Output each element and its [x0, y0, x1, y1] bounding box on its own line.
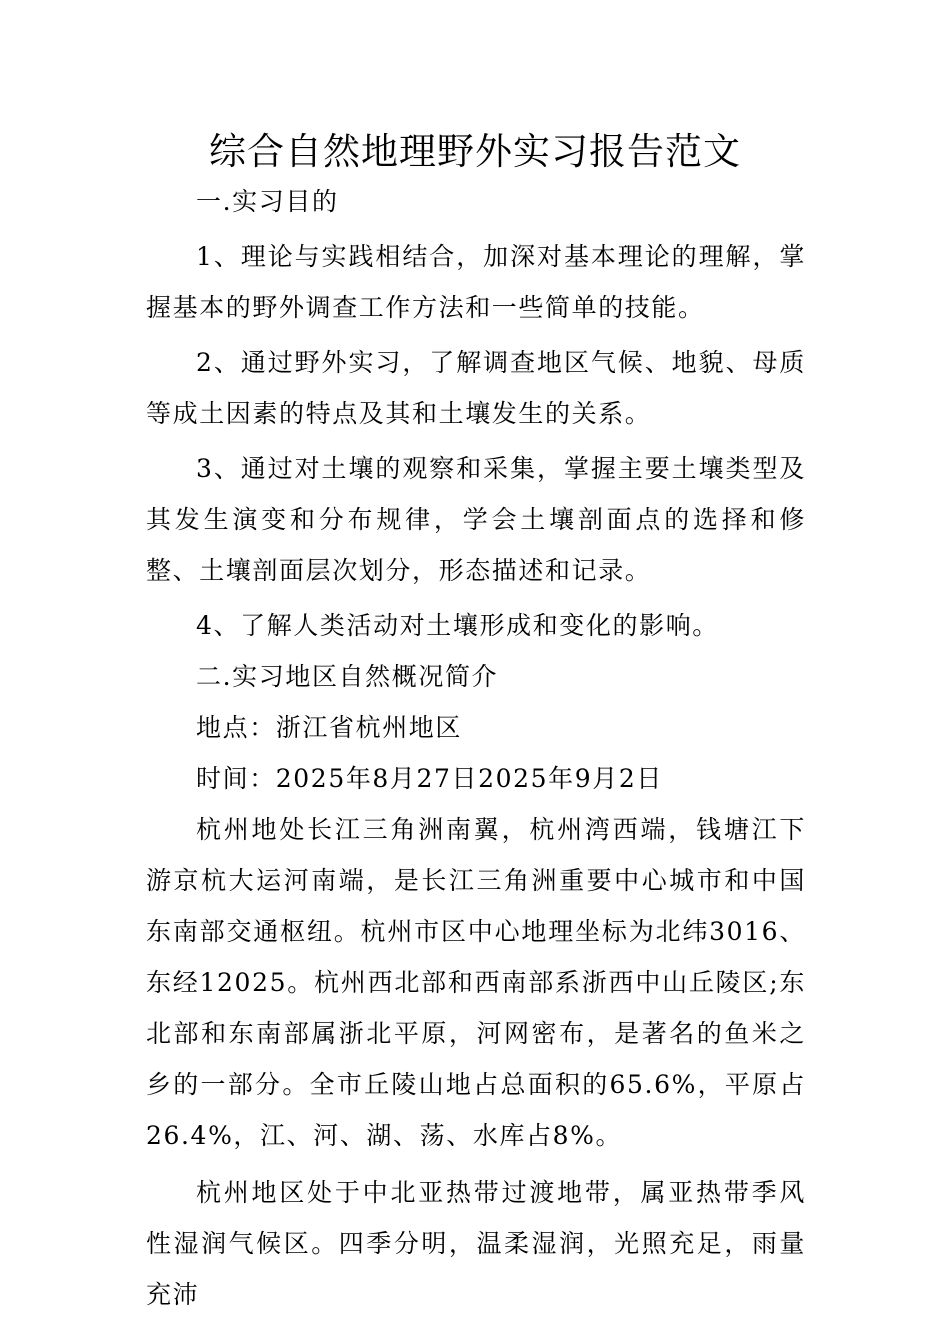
paragraph-purpose-2: 2、通过野外实习，了解调查地区气候、地貌、母质等成土因素的特点及其和土壤发生的关系。	[146, 348, 806, 428]
document-body	[146, 176, 806, 1320]
paragraph-climate: 杭州地区处于中北亚热带过渡地带，属亚热带季风性湿润气候区。四季分明，温柔湿润，光照充足，雨量充沛	[146, 1178, 806, 1309]
section-heading-purpose: 一.实习目的	[196, 187, 339, 216]
time-line: 时间：2025年8月27日2025年9月2日	[196, 764, 663, 793]
section-heading-overview: 二.实习地区自然概况简介	[196, 662, 499, 691]
location-line: 地点：浙江省杭州地区	[196, 713, 463, 742]
document-title: 综合自然地理野外实习报告范文	[209, 130, 741, 173]
paragraph-geography: 杭州地处长江三角洲南翼，杭州湾西端，钱塘江下游京杭大运河南端，是长江三角洲重要中心城市和中国东南部交通枢纽。杭州市区中心地理坐标为北纬3016、东经12025。杭州西北部和西南部系浙西中山丘陵区;东北部和东南部属浙北平原，河网密布，是著名的鱼米之乡的一部分。全市丘陵山地占总面积的65.6%，平原占26.4%，江、河、湖、荡、水库占8%。	[146, 815, 806, 1150]
paragraph-purpose-4: 4、了解人类活动对土壤形成和变化的影响。	[196, 611, 719, 640]
paragraph-purpose-1: 1、理论与实践相结合，加深对基本理论的理解，掌握基本的野外调查工作方法和一些简单的技能。	[146, 242, 806, 322]
paragraph-purpose-3: 3、通过对土壤的观察和采集，掌握主要土壤类型及其发生演变和分布规律，学会土壤剖面点的选择和修整、土壤剖面层次划分，形态描述和记录。	[146, 454, 806, 585]
